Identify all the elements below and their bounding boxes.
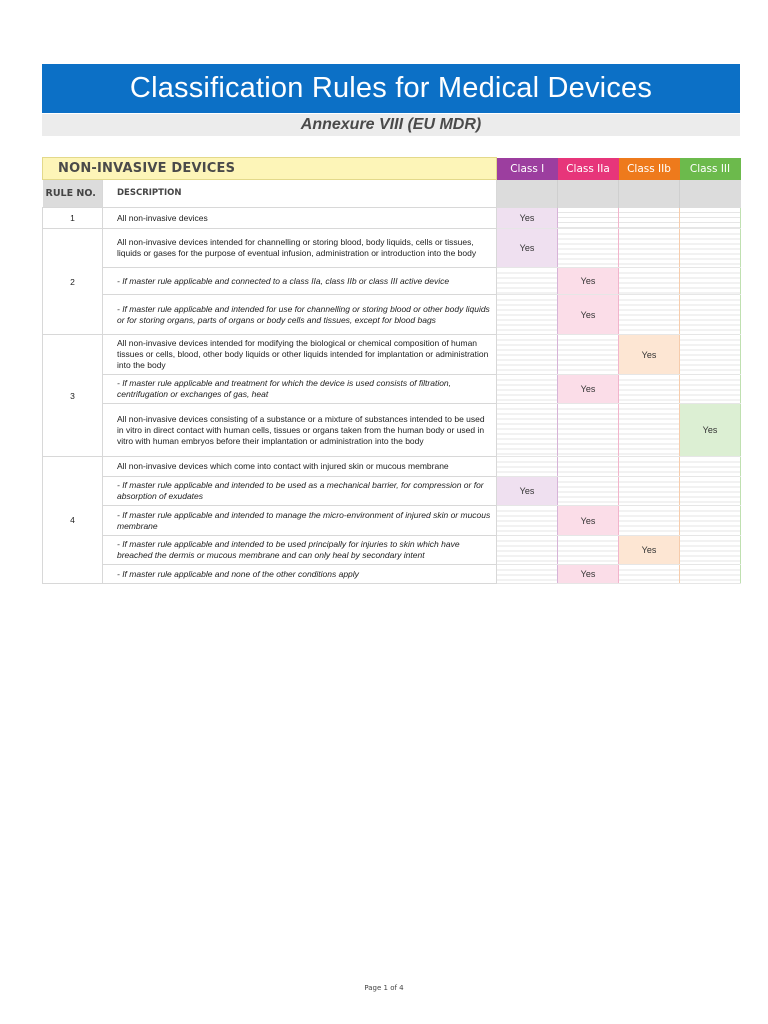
class-i-header: Class I <box>497 158 558 180</box>
rule-description: - If master rule applicable and intended to be used principally for injuries to skin which have breached the dermis or mucous membrane and can only heal by secondary intent <box>103 536 497 565</box>
rule-description: All non-invasive devices intended for modifying the biological or chemical composition of human tissues or cells, blood, other body liquids or other liquids intended for implantation or administration into the body <box>103 335 497 375</box>
class-iii-cell <box>680 536 741 565</box>
class-iii-cell <box>680 565 741 584</box>
class-iii-cell <box>680 457 741 477</box>
rule-description: - If master rule applicable and none of the other conditions apply <box>103 565 497 584</box>
class-iia-cell <box>558 229 619 268</box>
class-iia-cell: Yes <box>558 506 619 536</box>
classification-table <box>42 157 741 584</box>
class-iib-cell <box>619 208 680 229</box>
class-iia-cell <box>558 404 619 457</box>
class-iia-cell <box>558 536 619 565</box>
class-iia-cell <box>558 457 619 477</box>
rule-description: All non-invasive devices consisting of a substance or a mixture of substances intended to be used in vitro in direct contact with human cells, tissues or organs taken from the human body or used in vitro with human embryos before their implantation or administration into the body <box>103 404 497 457</box>
class-iia-cell: Yes <box>558 268 619 295</box>
rule-no-header: RULE NO. <box>43 180 103 208</box>
table-row <box>43 536 741 565</box>
section-title: NON-INVASIVE DEVICES <box>43 158 497 180</box>
page-number: Page 1 of 4 <box>364 984 404 992</box>
class-iii-cell: Yes <box>680 404 741 457</box>
class-i-cell: Yes <box>497 208 558 229</box>
rule-description: - If master rule applicable and intended for use for channelling or storing blood or other body liquids or for storing organs, parts of organs or body cells and tissues, except for blood bags <box>103 295 497 335</box>
class-i-cell <box>497 335 558 375</box>
class-iia-cell: Yes <box>558 295 619 335</box>
table-row <box>43 565 741 584</box>
table-row <box>43 335 741 375</box>
class-i-cell <box>497 268 558 295</box>
rule-description: All non-invasive devices <box>103 208 497 229</box>
rule-description: - If master rule applicable and intended to manage the micro-environment of injured skin or mucous membrane <box>103 506 497 536</box>
table-row <box>43 208 741 229</box>
class-iib-cell <box>619 477 680 506</box>
class-iii-cell <box>680 375 741 404</box>
rule-description: - If master rule applicable and intended to be used as a mechanical barrier, for compression or for absorption of exudates <box>103 477 497 506</box>
class-i-cell <box>497 295 558 335</box>
class-iii-cell <box>680 229 741 268</box>
class-iia-cell <box>558 477 619 506</box>
description-header: DESCRIPTION <box>103 180 497 208</box>
class-iib-cell <box>619 375 680 404</box>
rule-description: All non-invasive devices intended for channelling or storing blood, body liquids, cells or tissues, liquids or gases for the purpose of eventual infusion, administration or introduction into the body <box>103 229 497 268</box>
class-iib-cell: Yes <box>619 335 680 375</box>
class-iii-cell <box>680 477 741 506</box>
class-iia-cell <box>558 208 619 229</box>
class-iib-cell: Yes <box>619 536 680 565</box>
class-iib-cell <box>619 565 680 584</box>
table-row <box>43 404 741 457</box>
class-iib-cell <box>619 404 680 457</box>
class-iib-subheader <box>619 180 680 208</box>
table-row <box>43 268 741 295</box>
rule-number: 1 <box>43 208 103 229</box>
class-iii-cell <box>680 335 741 375</box>
table-row <box>43 477 741 506</box>
class-i-cell <box>497 536 558 565</box>
class-i-cell <box>497 506 558 536</box>
class-iii-cell <box>680 295 741 335</box>
class-i-subheader <box>497 180 558 208</box>
rule-description: - If master rule applicable and connected to a class IIa, class IIb or class III active device <box>103 268 497 295</box>
class-iii-cell <box>680 208 741 229</box>
class-iib-cell <box>619 268 680 295</box>
class-iia-subheader <box>558 180 619 208</box>
class-i-cell <box>497 404 558 457</box>
class-iia-header: Class IIa <box>558 158 619 180</box>
class-iib-cell <box>619 457 680 477</box>
class-iii-header: Class III <box>680 158 741 180</box>
rule-description: All non-invasive devices which come into contact with injured skin or mucous membrane <box>103 457 497 477</box>
class-i-cell <box>497 375 558 404</box>
rule-number: 3 <box>43 335 103 457</box>
class-i-cell <box>497 457 558 477</box>
table-row <box>43 375 741 404</box>
document-subtitle: Annexure VIII (EU MDR) <box>42 114 740 136</box>
class-iib-cell <box>619 229 680 268</box>
class-iia-cell <box>558 335 619 375</box>
table-row <box>43 295 741 335</box>
rule-number: 2 <box>43 229 103 335</box>
class-i-cell <box>497 565 558 584</box>
table-row <box>43 506 741 536</box>
class-iii-cell <box>680 506 741 536</box>
class-i-cell: Yes <box>497 477 558 506</box>
rule-number: 4 <box>43 457 103 584</box>
class-iii-subheader <box>680 180 741 208</box>
rule-description: - If master rule applicable and treatment for which the device is used consists of filtration, centrifugation or exchanges of gas, heat <box>103 375 497 404</box>
table-row <box>43 229 741 268</box>
class-i-cell: Yes <box>497 229 558 268</box>
class-iia-cell: Yes <box>558 565 619 584</box>
class-iib-cell <box>619 506 680 536</box>
class-iib-header: Class IIb <box>619 158 680 180</box>
class-iia-cell: Yes <box>558 375 619 404</box>
class-iib-cell <box>619 295 680 335</box>
document-title: Classification Rules for Medical Devices <box>42 64 740 113</box>
table-row <box>43 457 741 477</box>
class-iii-cell <box>680 268 741 295</box>
